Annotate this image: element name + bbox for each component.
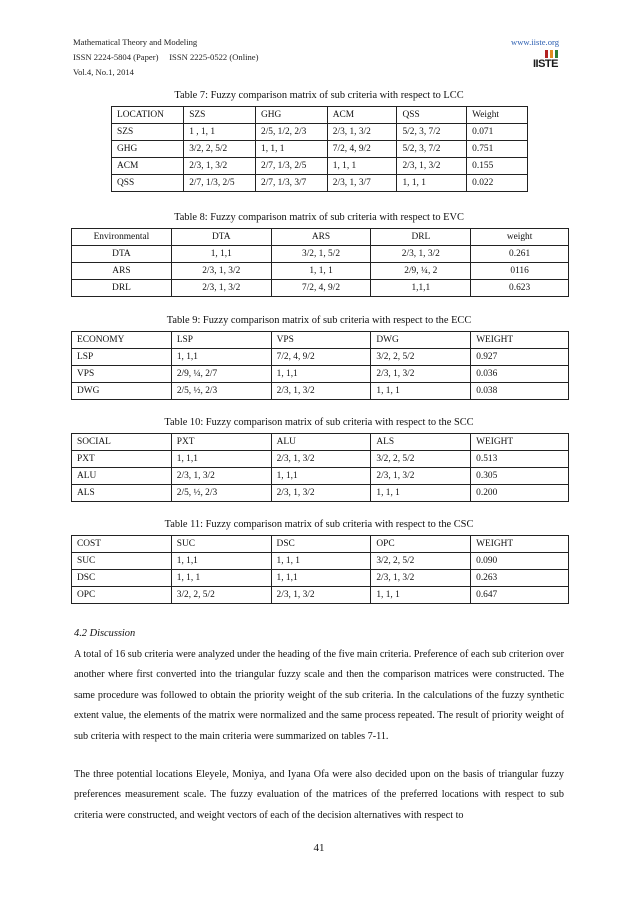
table-8 <box>71 228 569 297</box>
table-row-label: DTA <box>72 246 172 263</box>
table-row-label: VPS <box>72 366 172 383</box>
table-7-caption: Table 7: Fuzzy comparison matrix of sub criteria with respect to LCC <box>174 90 464 101</box>
table-cell: 1, 1, 1 <box>171 570 271 587</box>
table-cell: 0116 <box>471 263 569 280</box>
table-row-label: DSC <box>72 570 172 587</box>
table-header-cell: Environmental <box>72 229 172 246</box>
table-cell: 2/3, 1, 3/2 <box>371 246 471 263</box>
table-row <box>72 451 569 468</box>
table-cell: 2/3, 1, 3/2 <box>371 570 471 587</box>
table-cell: 2/5, ½, 2/3 <box>171 383 271 400</box>
table-cell: 2/9, ¼, 2 <box>371 263 471 280</box>
table-row <box>72 349 569 366</box>
table-header-cell: LSP <box>171 332 271 349</box>
table-row-label: GHG <box>112 141 184 158</box>
table-cell: 2/3, 1, 3/2 <box>271 587 371 604</box>
table-row-label: SUC <box>72 553 172 570</box>
table-cell: 7/2, 4, 9/2 <box>327 141 397 158</box>
table-cell: 2/7, 1/3, 2/5 <box>184 175 256 192</box>
table-row <box>112 141 528 158</box>
table-header-row <box>72 332 569 349</box>
table-row-label: DWG <box>72 383 172 400</box>
table-header-cell: WEIGHT <box>471 434 569 451</box>
table-header-cell: SUC <box>171 536 271 553</box>
table-cell: 0.038 <box>471 383 569 400</box>
table-row <box>72 485 569 502</box>
table-cell: 1, 1,1 <box>171 553 271 570</box>
table-cell: 0.071 <box>467 124 528 141</box>
table-row-label: SZS <box>112 124 184 141</box>
table-9 <box>71 331 569 400</box>
table-row <box>72 587 569 604</box>
table-11-caption: Table 11: Fuzzy comparison matrix of sub criteria with respect to the CSC <box>164 519 474 530</box>
table-cell: 5/2, 3, 7/2 <box>397 124 467 141</box>
table-header-cell: GHG <box>256 107 328 124</box>
table-header-row <box>72 536 569 553</box>
table-cell: 3/2, 2, 5/2 <box>171 587 271 604</box>
table-cell: 0.022 <box>467 175 528 192</box>
table-row <box>72 246 569 263</box>
table-cell: 3/2, 1, 5/2 <box>271 246 371 263</box>
table-cell: 0.513 <box>471 451 569 468</box>
table-cell: 1, 1, 1 <box>371 383 471 400</box>
table-cell: 0.036 <box>471 366 569 383</box>
table-row <box>112 124 528 141</box>
table-header-cell: PXT <box>171 434 271 451</box>
table-cell: 1, 1, 1 <box>271 553 371 570</box>
table-cell: 2/3, 1, 3/2 <box>271 451 371 468</box>
table-row <box>72 468 569 485</box>
table-cell: 2/3, 1, 3/2 <box>327 124 397 141</box>
logo-text: IISTE <box>532 58 558 70</box>
table-row-label: ALU <box>72 468 172 485</box>
table-header-cell: DTA <box>171 229 271 246</box>
table-cell: 0.927 <box>471 349 569 366</box>
table-cell: 2/3, 1, 3/2 <box>171 263 271 280</box>
issn-line: ISSN 2224-5804 (Paper) ISSN 2225-0522 (Online) <box>73 52 259 62</box>
table-cell: 2/3, 1, 3/2 <box>397 158 467 175</box>
table-row-label: ACM <box>112 158 184 175</box>
table-cell: 1, 1,1 <box>171 246 271 263</box>
table-row-label: DRL <box>72 280 172 297</box>
table-header-cell: DSC <box>271 536 371 553</box>
table-header-cell: DWG <box>371 332 471 349</box>
table-row-label: LSP <box>72 349 172 366</box>
table-cell: 2/7, 1/3, 3/7 <box>256 175 328 192</box>
table-row <box>72 570 569 587</box>
table-cell: 2/7, 1/3, 2/5 <box>256 158 328 175</box>
table-cell: 1, 1, 1 <box>371 485 471 502</box>
table-header-cell: WEIGHT <box>471 332 569 349</box>
table-cell: 1,1,1 <box>371 280 471 297</box>
table-cell: 0.155 <box>467 158 528 175</box>
table-cell: 7/2, 4, 9/2 <box>271 349 371 366</box>
table-header-row <box>72 229 569 246</box>
table-cell: 0.090 <box>471 553 569 570</box>
table-cell: 2/3, 1, 3/2 <box>171 468 271 485</box>
table-cell: 1, 1,1 <box>171 349 271 366</box>
table-11 <box>71 535 569 604</box>
table-cell: 2/3, 1, 3/2 <box>171 280 271 297</box>
table-cell: 0.261 <box>471 246 569 263</box>
table-header-cell: weight <box>471 229 569 246</box>
table-header-cell: WEIGHT <box>471 536 569 553</box>
table-cell: 3/2, 2, 5/2 <box>184 141 256 158</box>
table-cell: 1, 1, 1 <box>256 141 328 158</box>
table-cell: 2/5, ½, 2/3 <box>171 485 271 502</box>
volume-line: Vol.4, No.1, 2014 <box>73 67 134 77</box>
table-header-cell: OPC <box>371 536 471 553</box>
table-row <box>112 175 528 192</box>
table-header-cell: ECONOMY <box>72 332 172 349</box>
table-cell: 1 , 1, 1 <box>184 124 256 141</box>
iiste-logo <box>531 50 558 74</box>
paragraph-2: The three potential locations Eleyele, Moniya, and Iyana Ofa were also decided upon on the basis of triangular fuzzy preferences measurement scale. The fuzzy evaluation of the matrices of the preferred locations with respect to sub criteria were constructed, and weight vectors of each of the decision alternatives with respect to <box>74 769 564 821</box>
table-cell: 1, 1,1 <box>271 570 371 587</box>
table-header-cell: DRL <box>371 229 471 246</box>
table-cell: 3/2, 2, 5/2 <box>371 349 471 366</box>
table-row <box>72 553 569 570</box>
table-header-cell: QSS <box>397 107 467 124</box>
table-7 <box>111 106 528 192</box>
table-row <box>112 158 528 175</box>
table-cell: 0.623 <box>471 280 569 297</box>
table-header-cell: LOCATION <box>112 107 184 124</box>
section-heading: 4.2 Discussion <box>74 628 136 639</box>
table-row <box>72 263 569 280</box>
table-cell: 1, 1,1 <box>171 451 271 468</box>
journal-title: Mathematical Theory and Modeling <box>73 37 198 47</box>
table-header-cell: ALU <box>271 434 371 451</box>
table-cell: 3/2, 2, 5/2 <box>371 451 471 468</box>
table-row <box>72 366 569 383</box>
table-cell: 0.263 <box>471 570 569 587</box>
table-cell: 1, 1, 1 <box>371 587 471 604</box>
table-header-cell: Weight <box>467 107 528 124</box>
table-cell: 2/3, 1, 3/2 <box>271 485 371 502</box>
table-header-cell: ALS <box>371 434 471 451</box>
table-10-caption: Table 10: Fuzzy comparison matrix of sub criteria with respect to the SCC <box>164 417 474 428</box>
table-row-label: QSS <box>112 175 184 192</box>
table-header-row <box>112 107 528 124</box>
table-cell: 5/2, 3, 7/2 <box>397 141 467 158</box>
paragraph-1: A total of 16 sub criteria were analyzed under the heading of the five main criteria. Preference of each sub criterion over another where first converted into the triangular fuzzy scale and then the comparison matrices were constructed. The same procedure was followed to obtain the priority weight of the sub criteria. In the calculations of the fuzzy synthetic extent value, the elements of the matrix were normalized and the same process repeated. The result of priority weight of sub criteria with respect to the main criteria were summarized on tables 7-11. <box>74 649 564 742</box>
table-row-label: OPC <box>72 587 172 604</box>
table-row <box>72 383 569 400</box>
table-row-label: ARS <box>72 263 172 280</box>
table-cell: 3/2, 2, 5/2 <box>371 553 471 570</box>
table-cell: 2/5, 1/2, 2/3 <box>256 124 328 141</box>
table-cell: 2/9, ¼, 2/7 <box>171 366 271 383</box>
table-header-cell: VPS <box>271 332 371 349</box>
table-9-caption: Table 9: Fuzzy comparison matrix of sub criteria with respect to the ECC <box>166 315 472 326</box>
table-header-cell: ACM <box>327 107 397 124</box>
table-header-cell: COST <box>72 536 172 553</box>
table-header-cell: SZS <box>184 107 256 124</box>
table-cell: 2/3, 1, 3/2 <box>271 383 371 400</box>
table-cell: 0.647 <box>471 587 569 604</box>
table-header-cell: ARS <box>271 229 371 246</box>
table-cell: 1, 1, 1 <box>327 158 397 175</box>
logo-bars-icon <box>531 50 558 58</box>
table-row-label: PXT <box>72 451 172 468</box>
table-cell: 0.751 <box>467 141 528 158</box>
table-cell: 2/3, 1, 3/7 <box>327 175 397 192</box>
table-cell: 7/2, 4, 9/2 <box>271 280 371 297</box>
table-header-cell: SOCIAL <box>72 434 172 451</box>
table-cell: 0.200 <box>471 485 569 502</box>
table-10 <box>71 433 569 502</box>
table-cell: 0.305 <box>471 468 569 485</box>
table-cell: 2/3, 1, 3/2 <box>371 366 471 383</box>
table-cell: 1, 1,1 <box>271 468 371 485</box>
table-cell: 1, 1, 1 <box>271 263 371 280</box>
table-row <box>72 280 569 297</box>
table-cell: 2/3, 1, 3/2 <box>371 468 471 485</box>
table-cell: 2/3, 1, 3/2 <box>184 158 256 175</box>
table-cell: 1, 1,1 <box>271 366 371 383</box>
journal-url-link[interactable]: www.iiste.org <box>511 37 559 47</box>
page-number: 41 <box>313 842 325 854</box>
table-row-label: ALS <box>72 485 172 502</box>
table-cell: 1, 1, 1 <box>397 175 467 192</box>
table-8-caption: Table 8: Fuzzy comparison matrix of sub criteria with respect to EVC <box>174 212 464 223</box>
table-header-row <box>72 434 569 451</box>
